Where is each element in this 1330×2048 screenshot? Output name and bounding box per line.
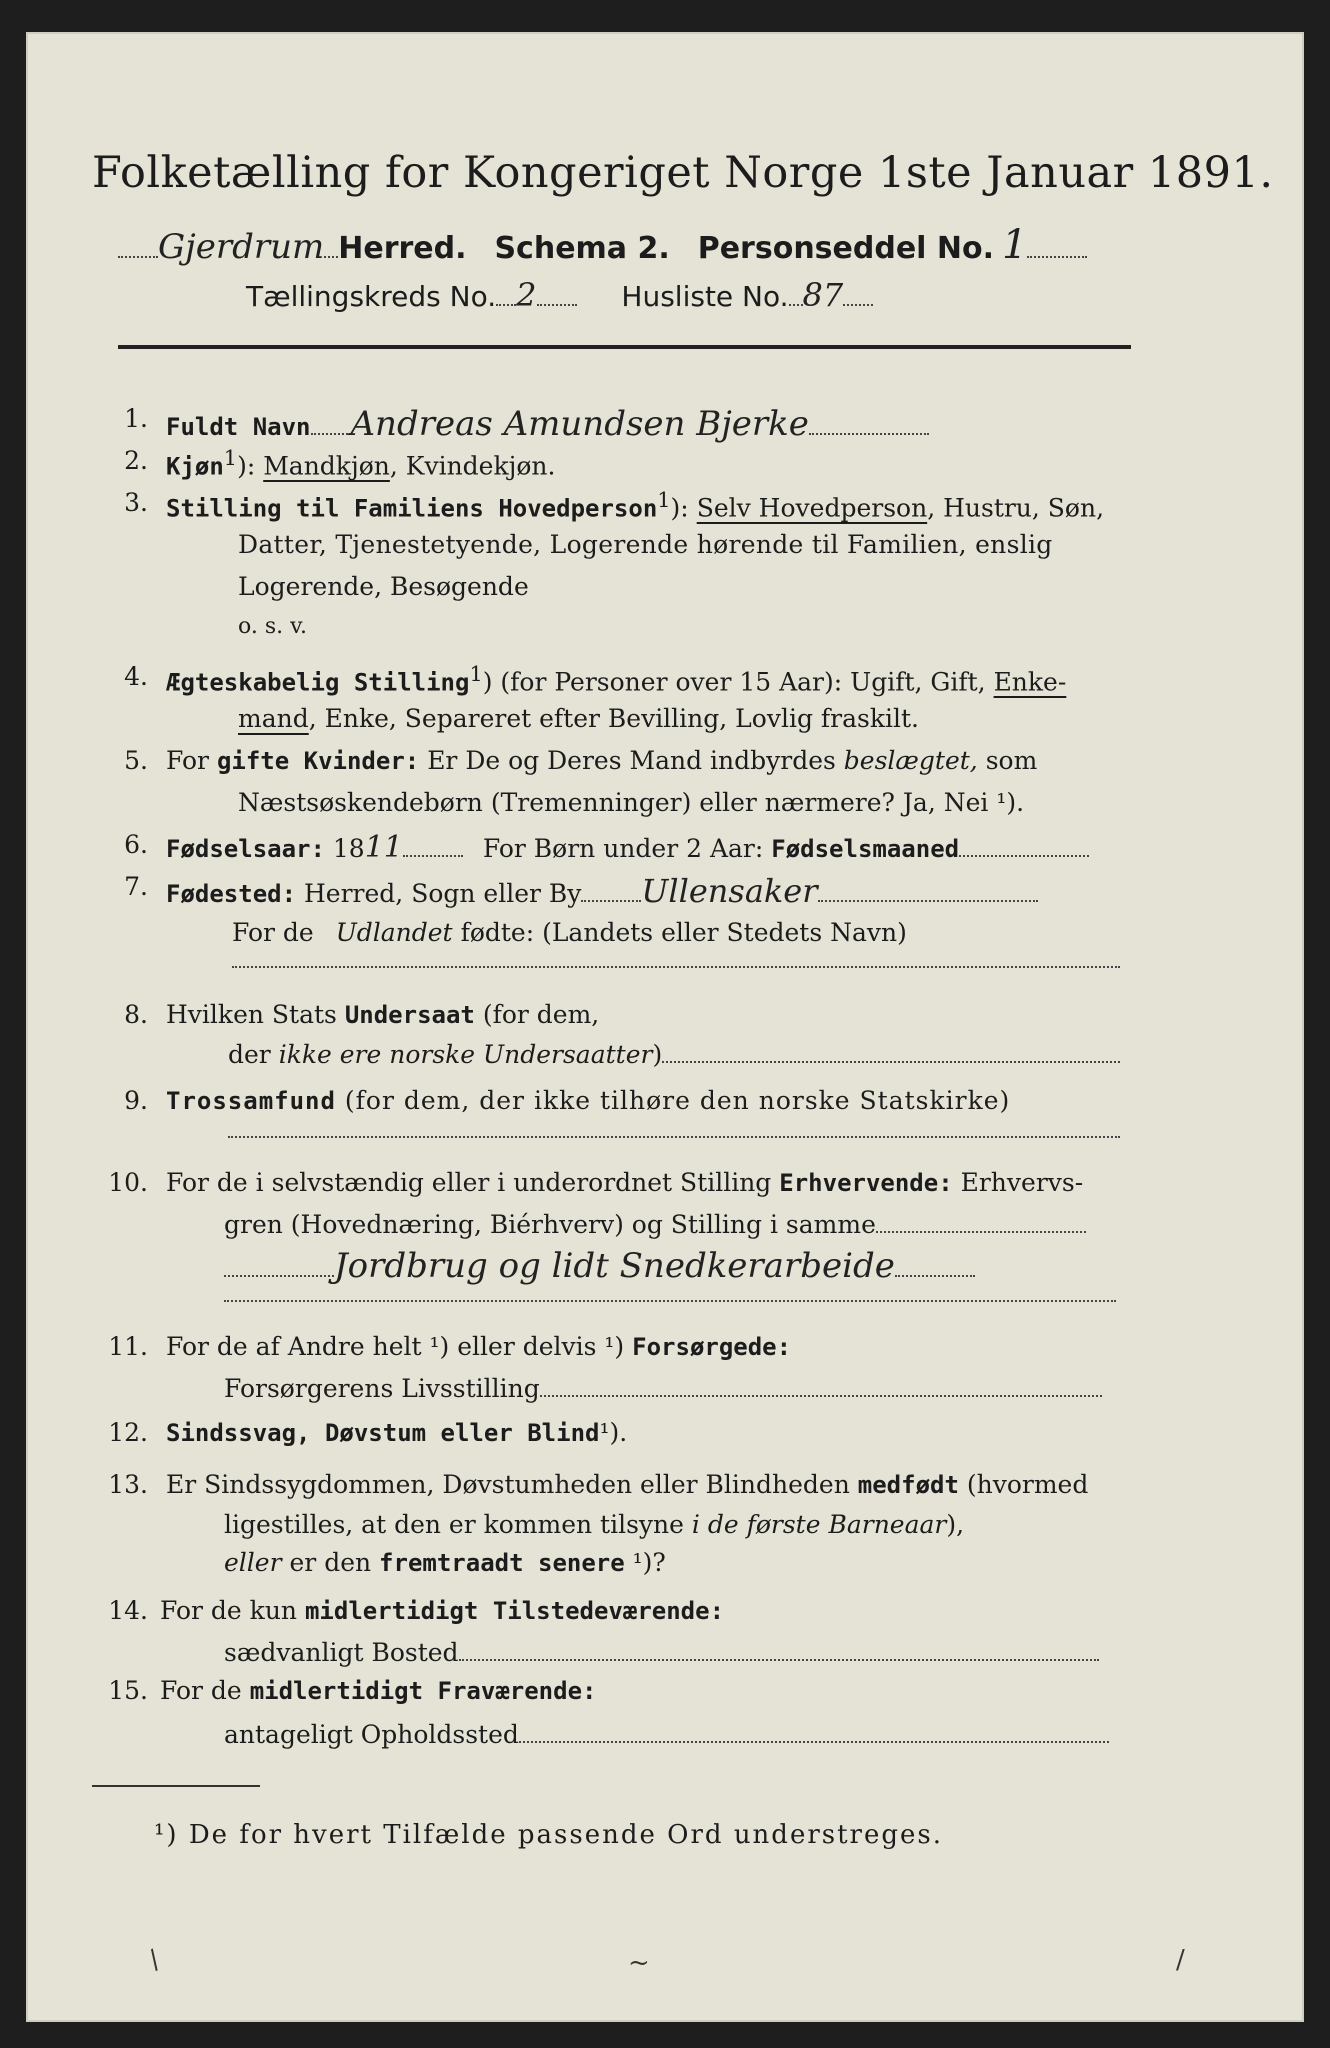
item-1-full-name	[166, 404, 929, 444]
item-number: 8.	[124, 1000, 148, 1029]
item-7-birthplace: Fødested: Herred, Sogn eller By Ullensaker	[166, 872, 1038, 910]
item-number: 5.	[124, 746, 148, 775]
item-number: 13.	[108, 1470, 148, 1499]
item-number: 12.	[108, 1418, 148, 1447]
item-6-birth-year: Fødselsaar: 1811 For Børn under 2 Aar: Fødselsmaaned	[166, 830, 1089, 865]
item-9-religion: Trossamfund (for dem, der ikke tilhøre den norske Statskirke)	[166, 1086, 1011, 1115]
kreds-label: Tællingskreds No.	[246, 280, 497, 313]
footnote-divider	[92, 1785, 260, 1787]
item-number: 4.	[124, 662, 148, 691]
ink-mark: /	[1176, 1945, 1185, 1975]
item-14-temporary-present: For de kun midlertidigt Tilstedeværende:	[160, 1596, 725, 1625]
item-8-citizenship: Hvilken Stats Undersaat (for dem,	[166, 1000, 600, 1029]
item-5-married-women: For gifte Kvinder: Er De og Deres Mand indbyrdes beslægtet, som	[166, 746, 1038, 775]
item-number: 7.	[124, 872, 148, 901]
item-10-occupation: For de i selvstændig eller i underordnet Stilling Erhvervende: Erhvervs-	[166, 1168, 1084, 1197]
item-2-sex: Kjøn$^1$): Mandkjøn, Kvindekjøn.	[166, 446, 556, 481]
herred-value: Gjerdrum	[158, 227, 325, 267]
item-12-disability: Sindssvag, Døvstum eller Blind¹).	[166, 1418, 628, 1447]
item-number: 10.	[108, 1168, 148, 1197]
birth-year-value: 11	[364, 830, 403, 865]
personseddel-value: 1	[1002, 222, 1028, 268]
birthplace-value: Ullensaker	[641, 872, 818, 910]
footnote: ¹) De for hvert Tilfælde passende Ord understreges.	[154, 1820, 944, 1850]
header-row-kreds	[246, 276, 873, 314]
form-title: Folketælling for Kongeriget Norge 1ste Januar 1891.	[92, 148, 1274, 198]
item-13-congenital: Er Sindssygdommen, Døvstumheden eller Blindheden medfødt (hvormed	[166, 1470, 1089, 1499]
item-4-marital-status: Ægteskabelig Stilling$^1$) (for Personer over 15 Aar): Ugift, Gift, Enke-	[166, 662, 1067, 697]
header-row-herred	[118, 222, 1087, 268]
selected-option: Selv Hovedperson	[696, 493, 928, 523]
full-name-value: Andreas Amundsen Bjerke	[350, 404, 809, 444]
item-number: 6.	[124, 830, 148, 859]
item-number: 3.	[124, 488, 148, 517]
item-number: 15.	[108, 1676, 148, 1705]
selected-option: Mandkjøn	[263, 451, 390, 481]
item-11-supported: For de af Andre helt ¹) eller delvis ¹) Forsørgede:	[166, 1332, 792, 1361]
item-15-temporary-absent: For de midlertidigt Fraværende:	[160, 1676, 597, 1705]
item-number: 11.	[108, 1332, 148, 1361]
item-number: 9.	[124, 1086, 148, 1115]
item-3-family-position: Stilling til Familiens Hovedperson$^1$): Selv Hovedperson, Hustru, Søn,	[166, 488, 1105, 523]
selected-option: Enke-	[993, 667, 1067, 697]
kreds-value: 2	[516, 276, 537, 314]
personseddel-label: Personseddel No.	[697, 231, 995, 266]
item-number: 14.	[108, 1596, 148, 1625]
item-label: Fuldt Navn	[166, 413, 311, 441]
item-number: 2.	[124, 446, 148, 475]
ink-mark: /	[143, 1944, 166, 1976]
item-number: 1.	[124, 404, 148, 433]
header-divider	[118, 345, 1131, 349]
occupation-value: Jordbrug og lidt Snedkerarbeide	[334, 1246, 895, 1286]
schema-label: Schema 2.	[494, 231, 670, 266]
ink-mark: ~	[628, 1948, 650, 1978]
husliste-label: Husliste No.	[621, 280, 789, 313]
herred-label: Herred.	[338, 231, 467, 266]
husliste-value: 87	[802, 276, 844, 314]
